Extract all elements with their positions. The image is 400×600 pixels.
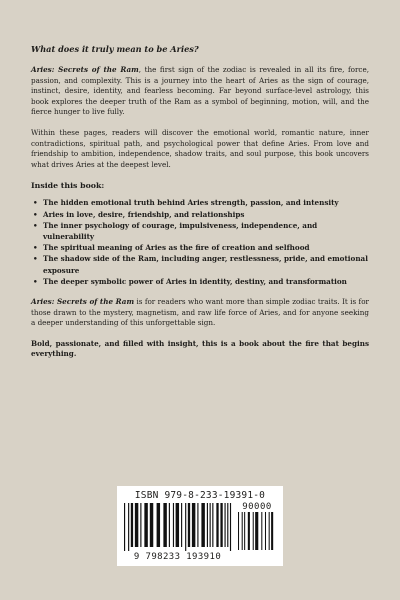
barcode-bar — [238, 512, 239, 550]
ean-digits: 9 798233 193910 — [133, 552, 222, 562]
list-item: • The inner psychology of courage, impulsiveness, independence, and vulnerability — [31, 220, 369, 242]
barcode-bar — [224, 503, 225, 547]
barcode-bar — [253, 512, 254, 550]
barcode-bar — [124, 503, 125, 551]
barcode-bar — [135, 503, 138, 547]
addon-barcode-bars — [238, 512, 276, 550]
barcode-bar — [244, 512, 245, 550]
barcode-bar — [269, 512, 270, 550]
isbn-label: ISBN 979-8-233-19391-0 — [134, 490, 266, 501]
book-title-inline: Aries: Secrets of the Ram — [31, 65, 139, 74]
barcode-bar — [255, 512, 258, 550]
description-paragraph-2: Within these pages, readers will discover the emotional world, romantic nature, inner contradictions, spiritual path, and psychological power that define Aries. From love and friendship to ambition, independence, shadow traits, and soul purpose, this book uncovers what drives Aries at the deepest level. — [31, 127, 369, 169]
barcode-bar — [185, 503, 186, 551]
barcode-bar — [150, 503, 153, 547]
addon-digits: 90000 — [242, 502, 272, 512]
closing-statement: Bold, passionate, and filled with insight, this is a book about the fire that begins everything. — [31, 338, 369, 359]
barcode-bar — [131, 503, 133, 547]
book-title-inline: Aries: Secrets of the Ram — [31, 296, 135, 306]
barcode-bar — [271, 512, 273, 550]
intro-question: What does it truly mean to be Aries? — [31, 44, 199, 54]
barcode-bar — [201, 503, 204, 547]
list-item: • Aries in love, desire, friendship, and relationships — [31, 209, 369, 220]
barcode-bar — [144, 503, 147, 547]
barcode-bar — [216, 503, 218, 547]
barcode-bar — [242, 512, 243, 550]
list-item: • The shadow side of the Ram, including anger, restlessness, pride, and emotional exposure — [31, 253, 369, 275]
paragraph-1-text: , the first sign of the zodiac is revealed in all its fire, force, passion, and complexity. This is a journey into the heart of Aries as the sign of courage, instinct, desire, identity, and fearless becoming. Far beyond surface-level astrology, this book explores the deeper truth of the Ram as a symbol of beginning, motion, will, and the fierce hunger to live fully. — [31, 65, 369, 117]
barcode-bar — [157, 503, 160, 547]
list-item: • The spiritual meaning of Aries as the fire of creation and selfhood — [31, 242, 369, 253]
barcode-bar — [192, 503, 195, 547]
barcode-bar — [140, 503, 141, 547]
paragraph-3-text: is for readers who want more than simple zodiac traits. It is for those drawn to the mystery, magnetism, and raw life force of Aries, and for anyone seeking a deeper understanding of this unforgettable sign. — [31, 296, 369, 328]
inside-heading: Inside this book: — [31, 181, 105, 191]
description-paragraph-3 — [31, 297, 369, 329]
barcode-bar — [248, 512, 250, 550]
barcode-bar — [169, 503, 170, 547]
barcode-bar — [210, 503, 211, 547]
barcode-bar — [261, 512, 262, 550]
barcode-bar — [212, 503, 213, 547]
barcode-bar — [188, 503, 190, 547]
barcode-bar — [197, 503, 198, 547]
list-item: • The deeper symbolic power of Aries in identity, destiny, and transformation — [31, 276, 369, 287]
barcode-bar — [220, 503, 222, 547]
isbn-barcode — [117, 486, 283, 566]
list-item: • The hidden emotional truth behind Aries strength, passion, and intensity — [31, 197, 369, 208]
barcode-bar — [265, 512, 266, 550]
barcode-bar — [181, 503, 182, 547]
description-paragraph-1 — [31, 65, 369, 118]
barcode-bars — [124, 503, 234, 551]
barcode-bar — [163, 503, 166, 547]
barcode-bar — [128, 503, 129, 551]
barcode-bar — [207, 503, 208, 547]
barcode-bar — [230, 503, 231, 551]
inside-list — [31, 197, 369, 287]
barcode-bar — [227, 503, 228, 547]
barcode-bar — [173, 503, 174, 547]
barcode-bar — [176, 503, 179, 547]
